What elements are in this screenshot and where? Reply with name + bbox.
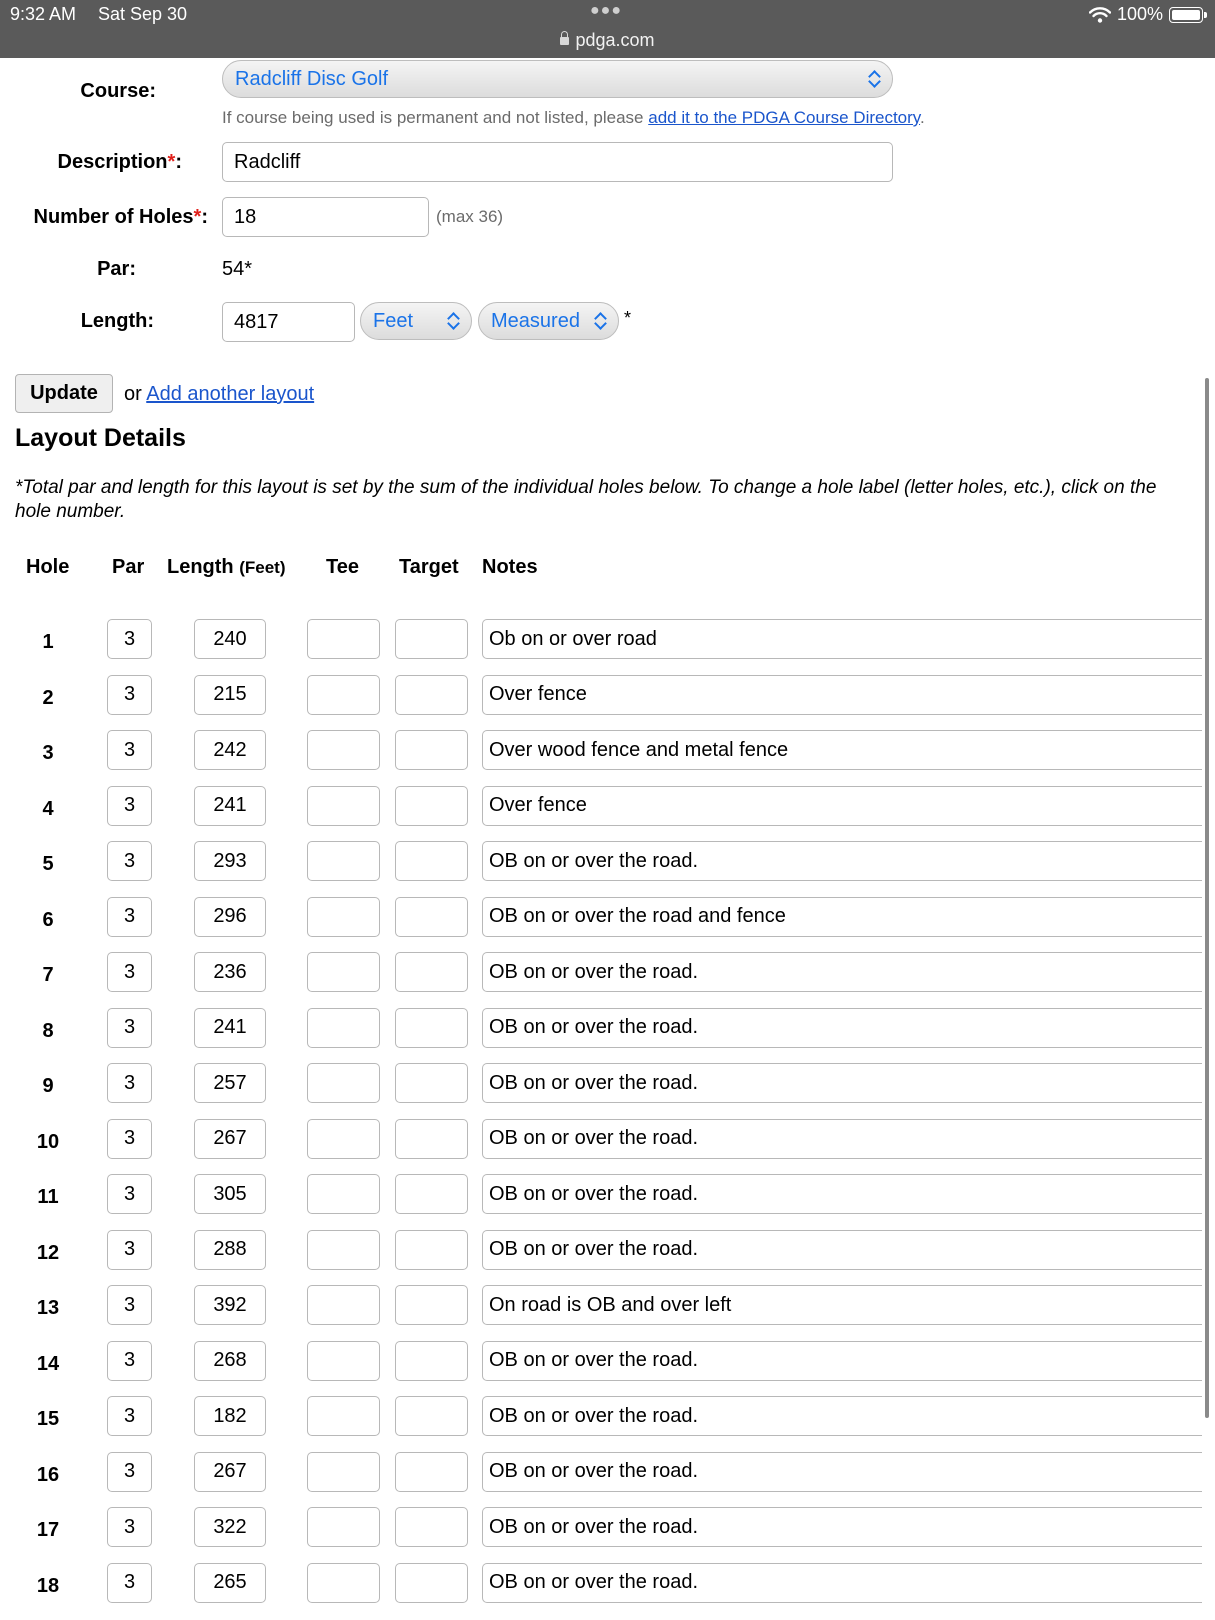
target-field[interactable] [395,1396,468,1436]
par-field[interactable]: 3 [107,1341,152,1381]
notes-field[interactable]: OB on or over the road. [482,1396,1202,1436]
target-field[interactable] [395,841,468,881]
unit-select[interactable] [360,302,472,340]
length-field[interactable]: 241 [194,1008,266,1048]
measure-select-value: Measured [491,309,580,332]
hole-number-link[interactable]: 15 [36,1408,60,1430]
tee-field[interactable] [307,1396,380,1436]
length-field[interactable]: 265 [194,1563,266,1603]
status-time: 9:32 AM [10,4,77,24]
tee-field[interactable] [307,1285,380,1325]
target-field[interactable] [395,1563,468,1603]
notes-field[interactable]: OB on or over the road. [482,952,1202,992]
chevron-updown-icon [594,312,606,330]
notes-field[interactable]: OB on or over the road. [482,1008,1202,1048]
add-course-directory-link[interactable]: add it to the PDGA Course Directory [648,108,921,127]
table-row [0,1174,1215,1228]
par-total-value: 54* [222,258,253,280]
length-field[interactable]: 4817 [222,302,355,342]
table-row [0,619,1215,673]
length-field[interactable]: 242 [194,730,266,770]
target-field[interactable] [395,1174,468,1214]
tee-field[interactable] [307,675,380,715]
notes-field[interactable]: OB on or over the road. [482,1563,1202,1603]
target-field[interactable] [395,1507,468,1547]
header-target: Target [399,556,459,578]
hole-number-link[interactable]: 10 [36,1130,60,1153]
table-row [0,1008,1215,1062]
holes-label: Number of Holes*: [33,206,208,228]
target-field[interactable] [395,897,468,937]
header-par: Par [112,556,145,578]
length-field[interactable]: 240 [194,619,266,659]
update-button[interactable]: Update [15,374,113,413]
course-select[interactable] [222,60,893,98]
unit-select-value: Feet [373,309,414,332]
measure-select[interactable] [478,302,619,340]
par-field[interactable]: 3 [107,1507,152,1547]
notes-field[interactable]: OB on or over the road. [482,1063,1202,1103]
chevron-updown-icon [447,312,459,330]
tee-field[interactable] [307,1563,380,1603]
tee-field[interactable] [307,786,380,826]
hole-number-link[interactable]: 11 [37,1186,59,1208]
par-field[interactable]: 3 [107,675,152,715]
length-field[interactable]: 268 [194,1341,266,1381]
length-field[interactable]: 296 [194,897,266,937]
par-field[interactable]: 3 [107,730,152,770]
add-another-layout-link[interactable]: Add another layout [146,383,315,405]
notes-field[interactable]: OB on or over the road. [482,841,1202,881]
table-row [0,897,1215,951]
par-label: Par: [97,258,136,280]
length-field[interactable]: 293 [194,841,266,881]
table-row [0,841,1215,895]
target-field[interactable] [395,786,468,826]
tee-field[interactable] [307,1008,380,1048]
header-length: Length (Feet) [167,556,286,578]
notes-field[interactable]: OB on or over the road. [482,1452,1202,1492]
notes-field[interactable]: OB on or over the road. [482,1341,1202,1381]
table-row [0,952,1215,1006]
status-indicators [1089,4,1203,25]
hole-number-link[interactable]: 2 [42,686,54,709]
length-field[interactable]: 322 [194,1507,266,1547]
notes-field[interactable]: Over wood fence and metal fence [482,730,1202,770]
header-notes: Notes [482,556,538,578]
layout-details-heading: Layout Details [15,424,186,452]
length-field[interactable]: 241 [194,786,266,826]
table-row [0,1452,1215,1506]
tee-field[interactable] [307,1174,380,1214]
or-text: or Add another layout [124,383,315,405]
lock-icon [560,37,569,45]
target-field[interactable] [395,1452,468,1492]
header-tee: Tee [326,556,359,578]
url-text: pdga.com [575,30,655,50]
tee-field[interactable] [307,1341,380,1381]
tee-field[interactable] [307,897,380,937]
table-row [0,1563,1215,1617]
hole-number-link[interactable]: 9 [42,1075,54,1097]
length-field[interactable]: 267 [194,1452,266,1492]
header-hole: Hole [26,556,70,578]
par-field[interactable]: 3 [107,1174,152,1214]
length-field[interactable]: 305 [194,1174,266,1214]
par-field[interactable]: 3 [107,952,152,992]
target-field[interactable] [395,1008,468,1048]
length-field[interactable]: 392 [194,1285,266,1325]
more-dots-icon[interactable]: ●●● [590,2,622,19]
notes-field[interactable]: Over fence [482,786,1202,826]
chevron-updown-icon [868,70,880,88]
length-field[interactable]: 288 [194,1230,266,1270]
target-field[interactable] [395,1063,468,1103]
number-of-holes-field[interactable]: 18 [222,197,429,237]
par-field[interactable]: 3 [107,1063,152,1103]
hole-number-link[interactable]: 5 [42,853,54,875]
tee-field[interactable] [307,1063,380,1103]
target-field[interactable] [395,1119,468,1159]
par-field[interactable]: 3 [107,1285,152,1325]
par-field[interactable]: 3 [107,1452,152,1492]
length-note-mark: * [624,308,632,328]
target-field[interactable] [395,619,468,659]
par-field[interactable]: 3 [107,1230,152,1270]
target-field[interactable] [395,730,468,770]
status-bar [0,0,1215,58]
tee-field[interactable] [307,1230,380,1270]
hole-number-link[interactable]: 14 [36,1352,60,1375]
table-row [0,1507,1215,1561]
target-field[interactable] [395,1285,468,1325]
tee-field[interactable] [307,1507,380,1547]
notes-field[interactable]: Over fence [482,675,1202,715]
holes-max-hint: (max 36) [436,207,504,226]
length-field[interactable]: 236 [194,952,266,992]
par-field[interactable]: 3 [107,1563,152,1603]
hole-number-link[interactable]: 8 [42,1019,54,1042]
par-field[interactable]: 3 [107,786,152,826]
hole-number-link[interactable]: 7 [42,964,54,986]
hole-number-link[interactable]: 12 [36,1241,60,1264]
description-field[interactable]: Radcliff [222,142,893,182]
notes-field[interactable]: OB on or over the road. [482,1507,1202,1547]
tee-field[interactable] [307,730,380,770]
par-field[interactable]: 3 [107,1396,152,1436]
description-label: Description*: [57,151,182,173]
battery-icon [1169,7,1203,23]
notes-field[interactable]: On road is OB and over left [482,1285,1202,1325]
table-row [0,1341,1215,1395]
length-label: Length: [80,310,154,332]
course-label: Course: [80,80,156,102]
target-field[interactable] [395,1230,468,1270]
layout-details-note: *Total par and length for this layout is set by the sum of the individual holes below. To change a hole label (letter holes, etc.), click on the hole number. [15,477,1157,522]
notes-field[interactable]: OB on or over the road. [482,1119,1202,1159]
tee-field[interactable] [307,619,380,659]
par-field[interactable]: 3 [107,619,152,659]
hole-number-link[interactable]: 3 [42,742,54,764]
par-field[interactable]: 3 [107,1119,152,1159]
table-row [0,730,1215,784]
target-field[interactable] [395,675,468,715]
notes-field[interactable]: Ob on or over road [482,619,1202,659]
length-field[interactable]: 215 [194,675,266,715]
battery-percent: 100% [1116,4,1163,24]
hole-number-link[interactable]: 1 [42,631,54,653]
scrollbar[interactable] [1205,378,1209,1418]
hole-number-link[interactable]: 6 [42,908,54,931]
target-field[interactable] [395,1341,468,1381]
hole-number-link[interactable]: 17 [36,1519,60,1541]
par-field[interactable]: 3 [107,1008,152,1048]
length-field[interactable]: 182 [194,1396,266,1436]
table-row [0,675,1215,729]
table-row [0,1285,1215,1339]
notes-field[interactable]: OB on or over the road and fence [482,897,1202,937]
address-bar[interactable] [0,30,1215,51]
table-row [0,1119,1215,1173]
par-field[interactable]: 3 [107,897,152,937]
notes-field[interactable]: OB on or over the road. [482,1174,1202,1214]
tee-field[interactable] [307,1452,380,1492]
table-row [0,786,1215,840]
status-date: Sat Sep 30 [98,4,188,24]
table-row [0,1230,1215,1284]
wifi-icon [1089,7,1111,23]
tee-field[interactable] [307,1119,380,1159]
table-row [0,1396,1215,1450]
tee-field[interactable] [307,952,380,992]
notes-field[interactable]: OB on or over the road. [482,1230,1202,1270]
hole-number-link[interactable]: 4 [42,797,54,820]
course-help-text: If course being used is permanent and not listed, please add it to the PDGA Course Directory. [222,108,925,127]
table-row [0,1063,1215,1117]
hole-number-link[interactable]: 16 [36,1463,60,1486]
course-select-value: Radcliff Disc Golf [235,67,389,90]
par-field[interactable]: 3 [107,841,152,881]
hole-number-link[interactable]: 18 [36,1574,60,1597]
target-field[interactable] [395,952,468,992]
length-field[interactable]: 257 [194,1063,266,1103]
hole-number-link[interactable]: 13 [36,1297,60,1319]
length-field[interactable]: 267 [194,1119,266,1159]
tee-field[interactable] [307,841,380,881]
